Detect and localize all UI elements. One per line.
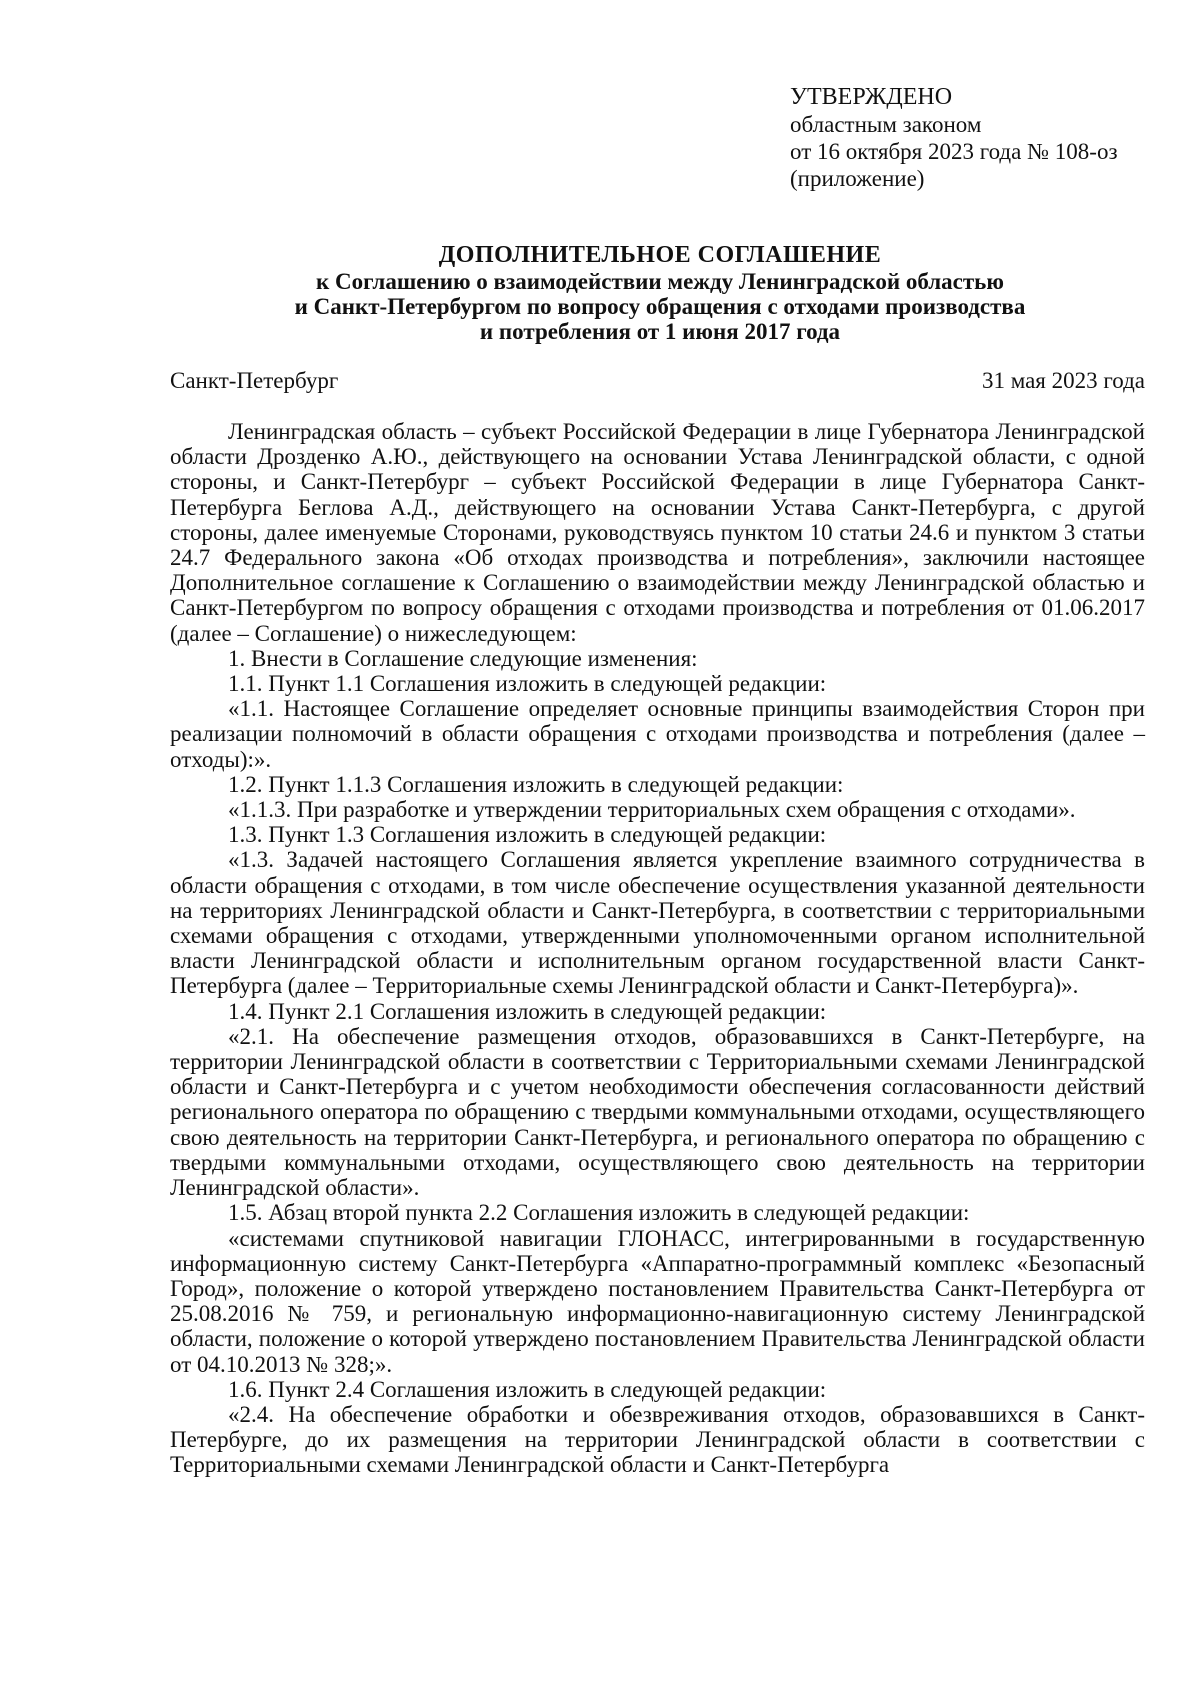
paragraph: «системами спутниковой навигации ГЛОНАСС, интегрированными в государственную информационную систему Санкт-Петербурга «Аппаратно-программный комплекс «Безопасный Город», положение о которой утверждено постановлением Правительства Санкт-Петербурга от 25.08.2016 № 759, и региональную информационно-навигационную систему Ленинградской области, положение о которой утверждено постановлением Правительства Ленинградской области от 04.10.2013 № 328;». [170, 1225, 1145, 1377]
paragraph: 1.1. Пункт 1.1 Соглашения изложить в следующей редакции: [228, 671, 827, 697]
paragraph: 1.2. Пункт 1.1.3 Соглашения изложить в следующей редакции: [228, 771, 844, 797]
approval-line-2: от 16 октября 2023 года № 108-оз [790, 139, 1118, 164]
paragraph: «1.1.3. При разработке и утверждении территориальных схем обращения с отходами». [228, 797, 1076, 823]
paragraph: 1. Внести в Соглашение следующие изменения: [228, 645, 698, 671]
approval-block [790, 84, 1118, 192]
paragraph: 1.3. Пункт 1.3 Соглашения изложить в следующей редакции: [228, 822, 827, 848]
approval-title: УТВЕРЖДЕНО [790, 84, 953, 110]
paragraph: Ленинградская область – субъект Российской Федерации в лице Губернатора Ленинградской области Дрозденко А.Ю., действующего на основании Устава Ленинградской области, с одной стороны, и Санкт-Петербург – субъект Российской Федерации в лице Губернатора Санкт-Петербурга Беглова А.Д., действующего на основании Устава Санкт-Петербурга, с другой стороны, далее именуемые Сторонами, руководствуясь пунктом 10 статьи 24.6 и пунктом 3 статьи 24.7 Федерального закона «Об отходах производства и потребления», заключили настоящее Дополнительное соглашение к Соглашению о взаимодействии между Ленинградской областью и Санкт-Петербургом по вопросу обращения с отходами производства и потребления от 01.06.2017 (далее – Соглашение) о нижеследующем: [170, 419, 1145, 646]
document-subtitle-line-3: и потребления от 1 июня 2017 года [479, 319, 841, 344]
date-of-signing: 31 мая 2023 года [981, 368, 1145, 393]
paragraph: 1.6. Пункт 2.4 Соглашения изложить в следующей редакции: [228, 1376, 827, 1402]
document-body [170, 419, 1145, 1478]
paragraph: «2.4. На обеспечение обработки и обезвреживания отходов, образовавшихся в Санкт-Петербурге, до их размещения на территории Ленинградской области в соответствии с Территориальными схемами Ленинградской области и Санкт-Петербурга [170, 1401, 1145, 1478]
document-subtitle-line-2: и Санкт-Петербургом по вопросу обращения с отходами производства [294, 294, 1026, 319]
paragraph: «1.3. Задачей настоящего Соглашения является укрепление взаимного сотрудничества в области обращения с отходами, в том числе обеспечение осуществления указанной деятельности на территориях Ленинградской области и Санкт-Петербурга, в соответствии с территориальными схемами обращения с отходами, утвержденными уполномоченными органом исполнительной власти Ленинградской области и исполнительным органом государственной власти Санкт-Петербурга (далее – Территориальные схемы Ленинградской области и Санкт-Петербурга)». [170, 847, 1145, 999]
paragraph: «1.1. Настоящее Соглашение определяет основные принципы взаимодействия Сторон при реализации полномочий в области обращения с отходами производства и потребления (далее – отходы):». [170, 696, 1145, 772]
paragraph: 1.4. Пункт 2.1 Соглашения изложить в следующей редакции: [228, 998, 827, 1024]
paragraph: 1.5. Абзац второй пункта 2.2 Соглашения изложить в следующей редакции: [228, 1200, 970, 1226]
document-heading [170, 243, 1150, 344]
place-date-row [170, 368, 1145, 394]
document-title: ДОПОЛНИТЕЛЬНОЕ СОГЛАШЕНИЕ [438, 242, 882, 268]
document-subtitle-line-1: к Соглашению о взаимодействии между Ленинградской областью [316, 269, 1004, 294]
approval-line-1: областным законом [790, 112, 982, 137]
place-of-signing: Санкт-Петербург [170, 368, 339, 393]
approval-line-3: (приложение) [790, 166, 925, 191]
paragraph: «2.1. На обеспечение размещения отходов, образовавшихся в Санкт-Петербурге, на территории Ленинградской области в соответствии с Территориальными схемами Ленинградской области и Санкт-Петербурга и с учетом необходимости обеспечения согласованности действий регионального оператора по обращению с твердыми коммунальными отходами, осуществляющего свою деятельность на территории Санкт-Петербурга, и регионального оператора по обращению с твердыми коммунальными отходами, осуществляющего свою деятельность на территории Ленинградской области». [170, 1023, 1145, 1201]
